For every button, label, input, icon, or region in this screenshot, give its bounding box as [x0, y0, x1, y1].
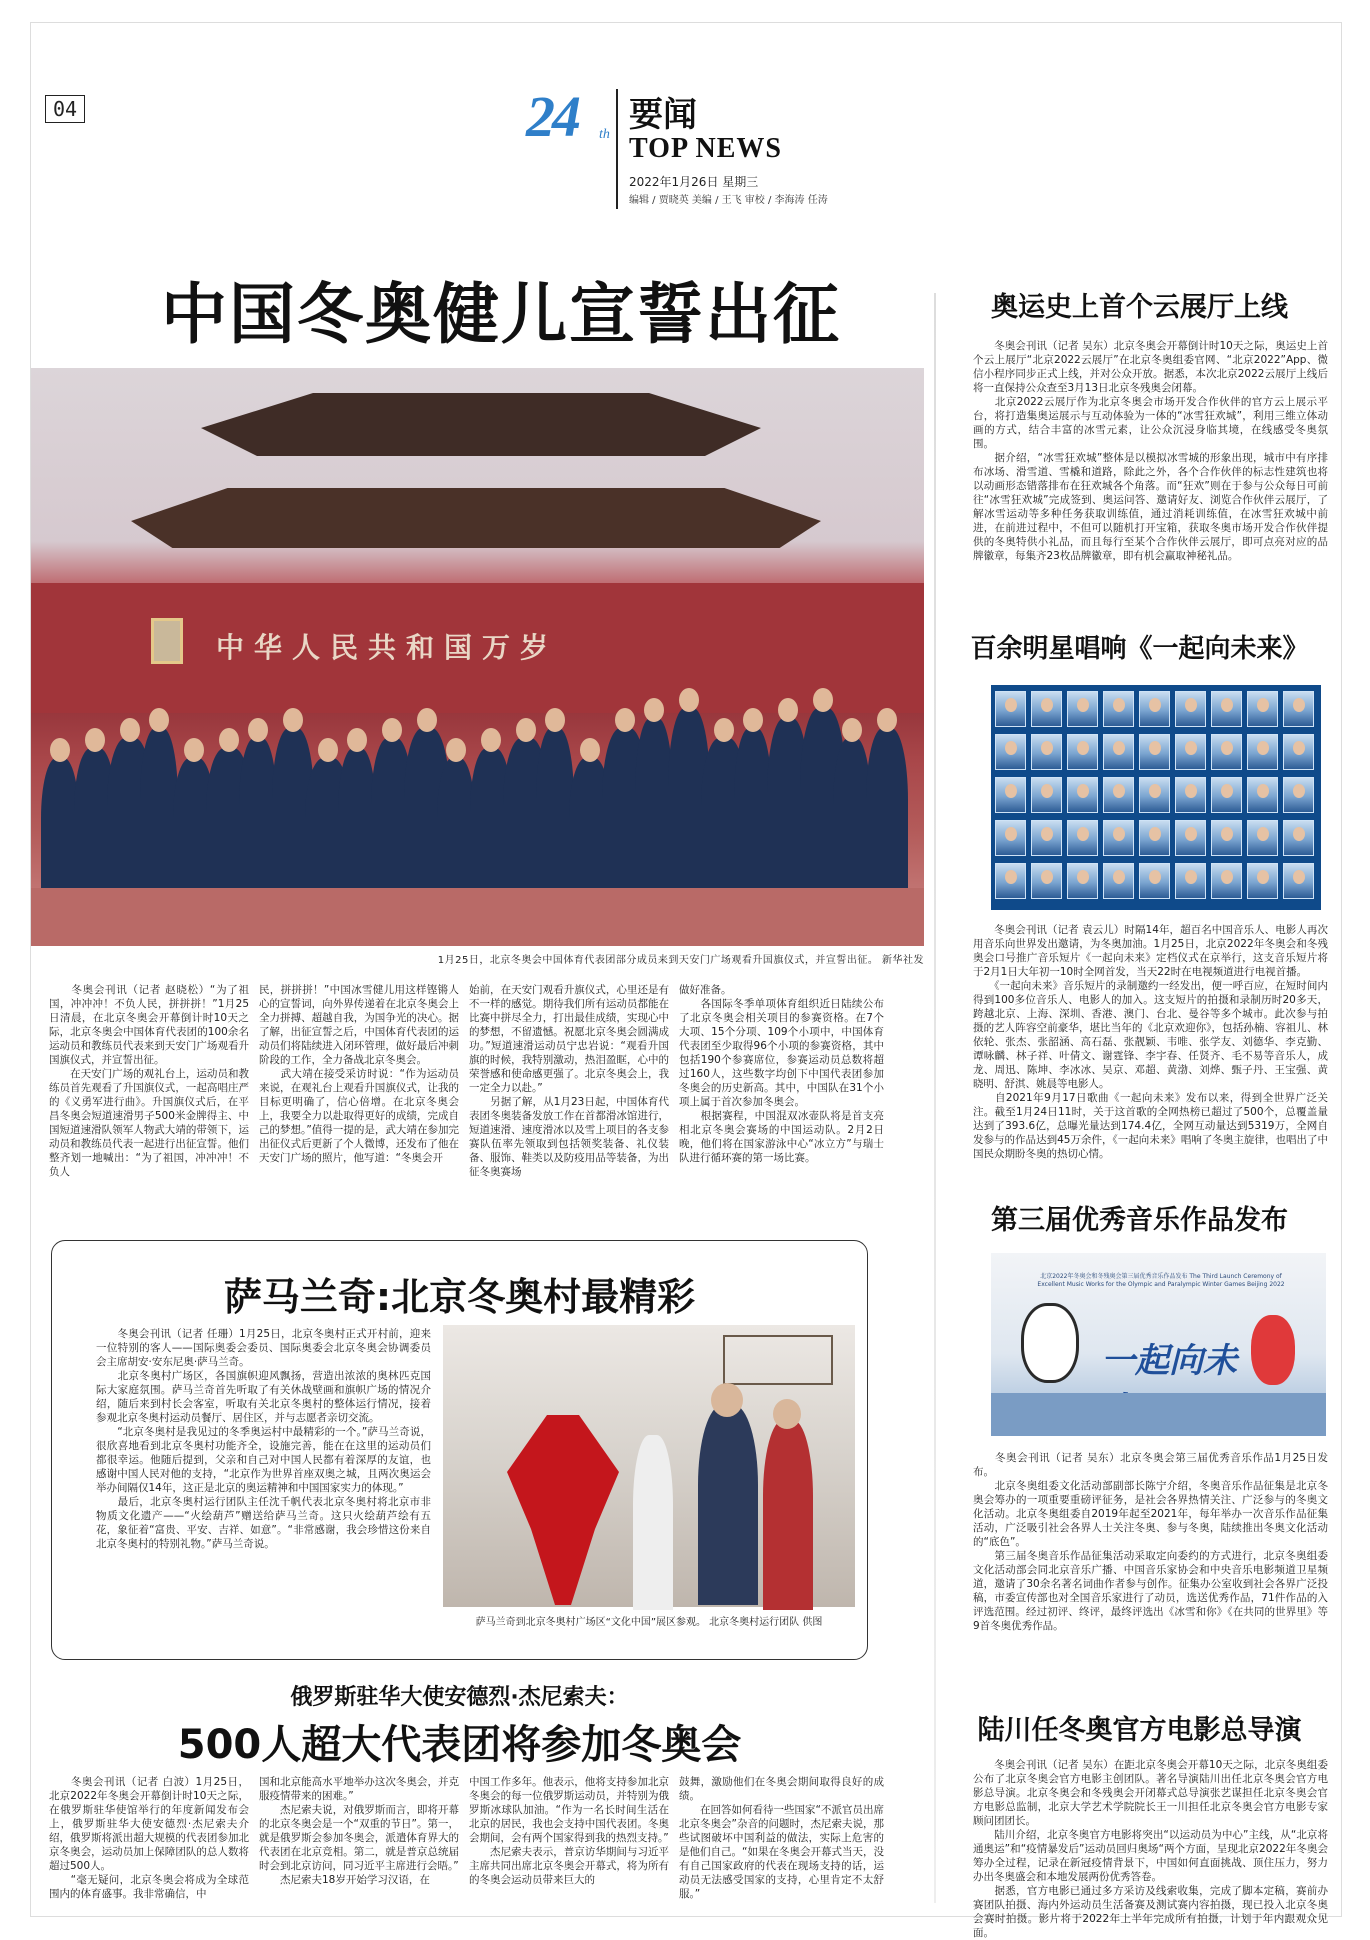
star-portrait-tile [1067, 734, 1098, 770]
star-portrait-tile [995, 820, 1026, 856]
star-portrait-tile [1211, 863, 1242, 899]
athlete-head [219, 728, 239, 752]
athlete-head [516, 718, 536, 742]
lu-chuan-headline: 陆川任冬奥官方电影总导演 [977, 1715, 1302, 1746]
mascot-panda [1021, 1303, 1079, 1383]
logo-24th-suffix: th [599, 127, 610, 142]
star-portrait-tile [1175, 691, 1206, 727]
star-portrait-tile [1247, 734, 1278, 770]
athlete-head [347, 728, 367, 752]
star-portrait-tile [1175, 863, 1206, 899]
star-portrait-tile [995, 734, 1026, 770]
russia-col-2: 国和北京能高水平地举办这次冬奥会，并克服疫情带来的困难。” 杰尼索夫说，对俄罗斯而言，即将开幕的北京冬奥会是一个“双重的节日”。第一，就是俄罗斯会参加冬奥会，派遣体育界大的代表团在北京竞相。第二，就是普京总统届时会到北京访问，同习近平主席进行会晤。” 杰尼索夫18岁开始学习汉语，在 [259, 1776, 459, 1886]
athlete-head [318, 738, 338, 762]
athlete-head [679, 688, 699, 712]
star-portrait-tile [1139, 734, 1170, 770]
star-portrait-tile [1139, 820, 1170, 856]
star-portrait-tile [1103, 691, 1134, 727]
star-portrait-tile [1031, 777, 1062, 813]
main-photo-tiananmen [31, 368, 924, 946]
samaranch-photo-caption: 萨马兰奇到北京冬奥村广场区“文化中国”展区参观。 北京冬奥村运行团队 供图 [475, 1617, 823, 1628]
athlete-figure [866, 728, 908, 908]
star-portrait-tile [1175, 777, 1206, 813]
main-headline: 中国冬奥健儿宣誓出征 [161, 276, 841, 353]
star-portrait-tile [1283, 691, 1314, 727]
music-works-photo [991, 1253, 1326, 1436]
russia-col-1: 冬奥会刊讯（记者 白波）1月25日，北京2022年冬奥会开幕倒计时10天之际，在俄罗斯驻华使馆举行的年度新闻发布会上，俄罗斯驻华大使安德烈·杰尼索夫介绍，俄罗斯将派出超大规模的代表团参加北京冬奥会，运动员加上保障团队的总人数将超过500人。 “毫无疑问，北京冬奥会将成为全球范围内的体育盛事。我非常确信，中 [49, 1776, 249, 1900]
handwriting-together: 一起向未 [1101, 1341, 1237, 1381]
athlete-head [248, 718, 268, 742]
athlete-head [877, 708, 897, 732]
lu-chuan-text: 冬奥会刊讯（记者 吴东）在距北京冬奥会开幕10天之际，北京冬奥组委公布了北京冬奥会官方电影主创团队。著名导演陆川出任北京冬奥会官方电影总导演。北京冬奥会和冬残奥会开闭幕式总导演张艺谋担任北京冬奥会官方电影总监制，北京大学艺术学院院长王一川担任北京冬奥会官方电影专家顾问团团长。 陆川介绍，北京冬奥官方电影将突出“以运动员为中心”主线，从“北京将通奥运”和“疫情暴发后”运动员回归奥场“两个方面，呈现北京2022年冬奥会筹办全过程，记录在新冠疫情背景下，中国如何直面挑战、顶住压力，努力办出冬奥盛会和本地发展两份优秀答卷。 据悉，官方电影已通过多方采访及线索收集，完成了脚本定稿，赛前办赛团队拍摄、海内外运动员生活备赛及测试赛内容拍摄，现已投入北京冬奥会赛时拍摄。影片将于2022年上半年完成所有拍摄，计划于年内跟观众见面。 [973, 1759, 1328, 1939]
star-portrait-tile [1067, 691, 1098, 727]
section-title-cn: 要闻 [629, 95, 697, 135]
star-portrait-tile [1031, 820, 1062, 856]
person-white [633, 1435, 673, 1610]
editor-credits: 编辑 / 贾晓英 美编 / 王飞 审校 / 李海涛 任涛 [629, 195, 828, 206]
star-portrait-tile [1103, 734, 1134, 770]
main-story-col-2: 民，拼拼拼！”中国冰雪健儿用这样铿锵人心的宣誓词，向外界传递着在北京冬奥会上全力拼搏、超越自我，为国争光的决心。据了解，出征宣誓之后，中国体育代表团的运动员们将陆续进入闭环管理，做好最后冲刺阶段的工作，全力备战北京冬奥会。 武大靖在接受采访时说：“作为运动员来说，在观礼台上观看升国旗仪式，让我的目标更明确了，信心倍增。在北京冬奥会上，我要全力以赴取得更好的成绩，完成自己的梦想。”值得一提的是，武大靖在参加完出征仪式后更新了个人微博，还发布了他在天安门广场的照片，他写道：“冬奥会开 [259, 984, 459, 1164]
issue-date: 2022年1月26日 星期三 [629, 175, 759, 189]
star-portrait-tile [995, 691, 1026, 727]
star-portrait-tile [1283, 734, 1314, 770]
star-portrait-tile [1103, 863, 1134, 899]
star-portrait-tile [1031, 734, 1062, 770]
athlete-head [743, 708, 763, 732]
gate-portrait [151, 618, 183, 664]
russia-subheadline: 俄罗斯驻华大使安德烈·杰尼索夫： [290, 1685, 629, 1710]
athlete-head [842, 718, 862, 742]
exhibit-frame [723, 1335, 833, 1385]
star-portrait-tile [1247, 777, 1278, 813]
athlete-head [417, 708, 437, 732]
mascot-lantern [1251, 1315, 1295, 1385]
star-portrait-tile [1139, 777, 1170, 813]
music-photo-title: 北京2022年冬奥会和冬残奥会第三届优秀音乐作品发布 The Third Launch Ceremony of Excellent Music Works for the Olympic and Paralympic Winter Games Beijing 2022 [1037, 1273, 1285, 1288]
athlete-head [580, 738, 600, 762]
right-column-divider [934, 293, 936, 1903]
header-divider [616, 89, 618, 209]
stars-song-text: 冬奥会刊讯（记者 袁云儿）时隔14年，超百名中国音乐人、电影人再次用音乐向世界发出邀请，为冬奥加油。1月25日，北京2022年冬奥会和冬残奥会口号推广音乐短片《一起向未来》定档仪式在京举行，这支音乐短片将于2月1日大年初一10时全网首发，当天22时在电视频道进行电视首播。 《一起向未来》音乐短片的录制邀约一经发出，便一呼百应，在短时间内得到100多位音乐人、电影人的加入。这支短片的拍摄和录制历时20多天，跨越北京、上海、深圳、香港、澳门、台北、曼谷等多个城市。此次参与拍摄的艺人阵容空前豪华，堪比当年的《北京欢迎你》，包括孙楠、容祖儿、林依轮、张杰、张韶涵、高石磊、张靓颖、韦唯、张学友、刘德华、李克勤、谭咏麟、林子祥、叶倩文、谢霆锋、李宇春、任贤齐、毛不易等音乐人，成龙、周迅、陈坤、李冰冰、吴京、邓超、黄渤、刘烨、甄子丹、王宝强、黄晓明、舒淇、姚晨等电影人。 自2021年9月17日歌曲《一起向未来》发布以来，得到全世界广泛关注。截至1月24日11时，关于这首歌的全网热榜已超过了500个，总覆盖量达到了393.6亿，总曝光量达到174.4亿，全网互动量达到5319万，全网自发参与的作品达到45万余件，《一起向未来》唱响了冬奥主旋律，也唱出了中国民众期盼冬奥的热切心情。 [973, 924, 1328, 1160]
cloud-hall-headline: 奥运史上首个云展厅上线 [991, 292, 1288, 323]
athlete-head [481, 728, 501, 752]
athlete-head [85, 728, 105, 752]
star-portrait-tile [1031, 863, 1062, 899]
samaranch-photo [443, 1325, 855, 1607]
athlete-head [615, 708, 635, 732]
stars-photo-grid [991, 685, 1321, 910]
music-works-text: 冬奥会刊讯（记者 吴东）北京冬奥会第三届优秀音乐作品1月25日发布。 北京冬奥组委文化活动部副部长陈宁介绍，冬奥音乐作品征集是北京冬奥会筹办的一项重要重磅评征务，是社会各界热情关注、广泛参与的冬奥文化活动。北京冬奥组委自2019年起至2021年，每年举办一次音乐作品征集活动，广泛吸引社会各界人士关注冬奥、参与冬奥，陆续推出冬奥文化活动的“底色”。 第三届冬奥音乐作品征集活动采取定向委约的方式进行，北京冬奥组委文化活动部会同北京音乐广播、中国音乐家协会和中央音乐电影频道卫星频道，邀请了30余名著名词曲作者参与创作。征集办公室收到社会各界广泛投稿，市委宣传部也对全国音乐家进行了动员，选送优秀作品，71件作品的入评选范围。经过初评、终评，最终评选出《冰雪和你》《在共同的世界里》等9首冬奥优秀作品。 [973, 1452, 1328, 1632]
person-volunteer [763, 1420, 813, 1610]
head-1 [711, 1383, 743, 1417]
russia-col-3: 中国工作多年。他表示，他将支持参加北京冬奥会的每一位俄罗斯运动员，并特别为俄罗斯冰球队加油。“作为一名长时间生活在北京的居民，我也会支持中国代表团。冬奥会期间，会有两个国家得到我的热烈支持。” 杰尼索夫表示，普京访华期间与习近平主席共同出席北京冬奥会开幕式，将为所有的冬奥会运动员带来巨大的 [469, 1776, 669, 1886]
star-portrait-tile [1283, 863, 1314, 899]
gate-roof-lower [131, 488, 821, 548]
athlete-head [382, 718, 402, 742]
star-portrait-tile [1139, 863, 1170, 899]
athlete-head [714, 718, 734, 742]
athlete-head [813, 688, 833, 712]
athlete-head [644, 698, 664, 722]
logo-24th: 24 [526, 84, 578, 149]
star-portrait-tile [1031, 691, 1062, 727]
stars-song-headline: 百余明星唱响《一起向未来》 [970, 634, 1309, 664]
music-works-headline: 第三届优秀音乐作品发布 [991, 1205, 1288, 1236]
main-story-col-4: 做好准备。 各国际冬季单项体育组织近日陆续公布了北京冬奥会相关项目的参赛资格。在7个大项、15个分项、109个小项中，中国体育代表团至少取得96个小项的参赛资格，其中包括190个参赛席位，参赛运动员总数将超过160人，这些数字均创下中国代表团参加冬奥会的历史新高。其中，中国队在31个小项上属于首次参加冬奥会。 根据赛程，中国混双冰壶队将是首支亮相北京冬奥会赛场的中国运动队。2月2日晚，他们将在国家游泳中心“冰立方”与瑞士队进行循环赛的第一场比赛。 [679, 984, 884, 1164]
athlete-head [184, 738, 204, 762]
athlete-head [545, 708, 565, 732]
star-portrait-tile [1175, 820, 1206, 856]
star-portrait-tile [995, 777, 1026, 813]
star-portrait-tile [1211, 734, 1242, 770]
audience-foreground [991, 1393, 1326, 1436]
russia-headline: 500人超大代表团将参加冬奥会 [177, 1722, 742, 1768]
reviewing-stand [31, 888, 924, 946]
star-portrait-tile [1211, 777, 1242, 813]
samaranch-text: 冬奥会刊讯（记者 任珊）1月25日，北京冬奥村正式开村前，迎来一位特别的客人——国际奥委会委员、国际奥委会北京冬奥会协调委员会主席胡安·安东尼奥·萨马兰奇。 北京冬奥村广场区，各国旗帜迎风飘扬，营造出浓浓的奥林匹克国际大家庭氛围。萨马兰奇首先听取了有关休战壁画和旗帜广场的情况介绍，随后来到村长会客室，听取有关北京冬奥村的整体运行情况，接着参观北京冬奥村运动员餐厅、居住区，并与志愿者亲切交流。 “北京冬奥村是我见过的冬季奥运村中最精彩的一个。”萨马兰奇说，很欣喜地看到北京冬奥村功能齐全，设施完善，能在在这里的运动员们都很幸运。他随后提到，父亲和自己对中国人民都有着深厚的友谊，也感谢中国人民对他的支持，“北京作为世界首座双奥之城，且两次奥运会举办间隔仅14年，这正是北京的奥运精神和中国国家实力的体现。” 最后，北京冬奥村运行团队主任沈千帆代表北京冬奥村将北京市非物质文化遗产——“火绘葫芦”赠送给萨马兰奇。这只火绘葫芦绘有五花，象征着“富贵、平安、吉祥、如意”。“非常感谢，我会珍惜这份来自北京冬奥村的特别礼物。”萨马兰奇说。 [96, 1328, 431, 1550]
star-portrait-tile [1211, 691, 1242, 727]
star-portrait-tile [995, 863, 1026, 899]
star-portrait-tile [1283, 820, 1314, 856]
main-story-col-3: 始前，在天安门观看升旗仪式，心里还是有不一样的感觉。期待我们所有运动员都能在比赛中拼尽全力，打出最佳成绩，实现心中的梦想，不留遗憾。祝愿北京冬奥会圆满成功。”短道速滑运动员宁忠岩说：“观看升国旗的时候，我特别激动，热泪盈眶，心中的荣誉感和使命感更强了。北京冬奥会上，我一定全力以赴。” 另据了解，从1月23日起，中国体育代表团冬奥装备发放工作在首都滑冰馆进行，短道速滑、速度滑冰以及雪上项目的各支参赛队伍率先领取到包括领奖装备、礼仪装备、服饰、鞋类以及防疫用品等装备，为出征冬奥赛场 [469, 984, 669, 1178]
red-sculpture [483, 1415, 643, 1605]
star-portrait-tile [1067, 863, 1098, 899]
russia-col-4: 鼓舞，激励他们在冬奥会期间取得良好的成绩。 在回答如何看待一些国家“不派官员出席北京冬奥会”杂音的问题时，杰尼索夫说，那些试图破坏中国利益的做法，实际上危害的是他们自己。“如果在冬奥会开幕式当天，没有自己国家政府的代表在现场支持的话，运动员无法感受国家的支持，心里肯定不太舒服。” [679, 1776, 884, 1900]
star-portrait-tile [1247, 820, 1278, 856]
gate-banner-text: 中华人民共和国万岁 [216, 631, 559, 664]
head-2 [773, 1399, 801, 1429]
star-portrait-tile [1067, 820, 1098, 856]
main-photo-caption: 1月25日，北京冬奥会中国体育代表团部分成员来到天安门广场观看升国旗仪式，并宣誓出征。 新华社发 [437, 955, 924, 966]
athlete-head [120, 718, 140, 742]
star-portrait-tile [1247, 863, 1278, 899]
gate-roof-upper [201, 386, 761, 456]
star-portrait-tile [1103, 777, 1134, 813]
athlete-head [149, 708, 169, 732]
star-portrait-tile [1175, 734, 1206, 770]
star-portrait-tile [1103, 820, 1134, 856]
person-samaranch [698, 1405, 758, 1605]
star-portrait-tile [1211, 820, 1242, 856]
samaranch-headline: 萨马兰奇:北京冬奥村最精彩 [223, 1275, 696, 1319]
star-portrait-tile [1283, 777, 1314, 813]
page-number: 04 [45, 95, 85, 123]
athlete-head [446, 738, 466, 762]
star-portrait-tile [1139, 691, 1170, 727]
athlete-head [778, 698, 798, 722]
athlete-head [50, 738, 70, 762]
star-portrait-tile [1067, 777, 1098, 813]
cloud-hall-text: 冬奥会刊讯（记者 吴东）北京冬奥会开幕倒计时10天之际，奥运史上首个云上展厅“北京2022云展厅”在北京冬奥组委官网、“北京2022”App、微信小程序同步正式上线，并对公众开放。据悉，本次北京2022云展厅上线后将一直保持公众查至3月13日北京冬残奥会闭幕。 北京2022云展厅作为北京冬奥会市场开发合作伙伴的官方云上展示平台，将打造集奥运展示与互动体验为一体的“冰雪狂欢城”，利用三维立体动画的方式，结合丰富的冰雪元素，让公众沉浸身临其境，在线感受冬奥氛围。 据介绍，“冰雪狂欢城”整体是以模拟冰雪城的形象出现，城市中有序排布冰场、滑雪道、雪橇和道路，除此之外，各个合作伙伴的标志性建筑也将以动画形态错落排布在狂欢城各个角落。而“狂欢”则在于参与公众每日可前往“冰雪狂欢城”完成签到、奥运问答、邀请好友、浏览合作伙伴云展厅，了解冰雪运动等多种任务获取训练值，通过消耗训练值，在冰雪狂欢城中前进，在前进过程中，不但可以随机打开宝箱，获取冬奥市场开发合作伙伴提供的冬奥特供小礼品，而且每行至某个合作伙伴云展厅，即可点亮对应的品牌徽章，每集齐23枚品牌徽章，即有机会赢取神秘礼品。 [973, 340, 1328, 562]
athlete-head [283, 708, 303, 732]
newspaper-page [30, 22, 1342, 1939]
main-story-col-1: 冬奥会刊讯（记者 赵晓松）“为了祖国，冲冲冲！不负人民，拼拼拼！”1月25日清晨，在北京冬奥会开幕倒计时10天之际，北京冬奥会中国体育代表团的100余名运动员和教练员代表来到天安门广场观看升国旗仪式，并宣誓出征。 在天安门广场的观礼台上，运动员和教练员首先观看了升国旗仪式，一起高唱庄严的《义勇军进行曲》。升国旗仪式后，在平昌冬奥会短道速滑男子500米金牌得主、中国短道速滑队领军人物武大靖的带领下，运动员和教练员代表一起进行出征宣誓。他们整齐划一地喊出：“为了祖国，冲冲冲！不负人 [49, 984, 249, 1178]
athlete-crowd [41, 698, 911, 908]
star-portrait-tile [1247, 691, 1278, 727]
section-title-en: TOP NEWS [629, 133, 782, 164]
